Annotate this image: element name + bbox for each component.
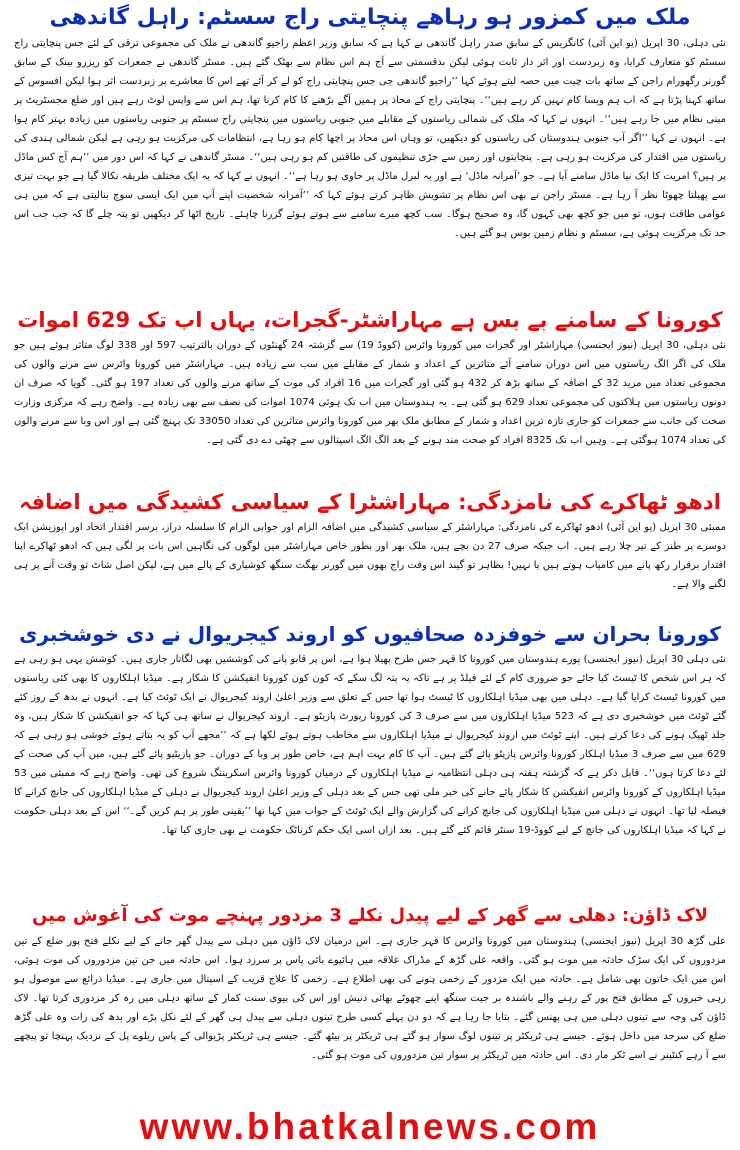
article-lockdown-laborers: [0, 902, 740, 1104]
article-panchayati-raj: [0, 4, 740, 304]
body-uddhav-thackeray: ممبئی 30 اپریل (یو این آئی) ادھو ٹھاکرے کی نامزدگی: مہاراشٹر کے سیاسی کشیدگی میں اضافہ الزام اور جوابی الزام کا سلسلہ دراز، برسر اقتدار اتحاد اور اپوزیشن ایک دوسرے پر طنز کے تیر چلا رہے ہیں۔ اب جبکہ صرف 27 دن بچے ہیں، ملک بھر اور بطور خاص مہاراشٹر میں لوگوں کی نگاہیں اس بات پر لگی ہیں کہ ادھو ٹھاکرے اپنا اقتدار برقرار رکھ پانے میں کامیاب ہوتے ہیں یا نہیں! بظاہر تو گیند اس وقت راج بھون میں گورنر بھگت سنگھ کوشیاری کے پالے میں ہے، لیکن اصل شاٹ تو وقت آنے پر ہی لگنے والا ہے۔: [14, 522, 727, 590]
article-kejriwal-journalists: [0, 620, 740, 896]
website-footer-link[interactable]: www.bhatkalnews.com: [139, 1106, 601, 1147]
headline-panchayati-raj: ملک میں کمزور ہو رہاھے پنچایتی راج سسٹم: راہل گاندھی: [49, 5, 691, 30]
headline-lockdown-laborers: لاک ڈاؤن: دھلی سے گھر کے لیے پیدل نکلے 3 مزدور پہنچے موت کی آغوش میں: [31, 905, 709, 926]
headline-kejriwal-journalists: کورونا بحران سے خوفزدہ صحافیوں کو اروند کیجریوال نے دی خوشخبری: [19, 622, 721, 646]
body-lockdown-laborers: علی گڑھ 30 اپریل (نیوز ایجنسی) ہندوستان میں کورونا وائرس کا قہر جاری ہے۔ اس درمیان لاک ڈاؤن میں دہلی سے پیدل گھر جانے کے لیے نکلے فتح پور ضلع کے تین مزدوروں کی ایک سڑک حادثہ میں موت ہو گئی۔ واقعہ علی گڑھ کے مڈراک علاقہ میں ہائیوے بائی پاس پر سرزد ہوا۔ اس حادثہ میں جن تین مزدوروں کی موت ہوئی، اس میں ایک خاتون بھی شامل ہے۔ حادثہ میں ایک مزدور کے زخمی ہونے کی بھی اطلاع ہے۔ زخمی کا علاج قریب کے اسپتال میں جاری ہے۔ میڈیا ذرائع سے موصول ہو رہی خبروں کے مطابق فتح پور کے رہنے والے باشندہ بر جیت سنگھ اپنے چھوٹے بھائی دنیش اور اس کی بیوی سنت کمار کے ساتھ دہلی میں رہ کر مزدوری کرتا تھا۔ لاک ڈاؤن کی وجہ سے تینوں دہلی میں ہی پھنس گئے۔ بتایا جا رہا ہے کہ دو دن پہلے کسی طرح تینوں دہلی سے پیدل ہی گھر کے لئے نکل پڑے اور بدھ کی رات وہ علی گڑھ ضلع کی سرحد میں داخل ہوئے۔ جیسے ہی ٹریکٹر پر تینوں لوگ سوار ہو گئے ہی ٹریکٹر پر بیٹھ گئے۔ جیسے ہی ٹریکٹر پڑیوالی کے پاس ریلوے پل کے نزدیک پہنچا تو پیچھے سے آ رہے کنٹینر نے اسے ٹکر مار دی۔ اس حادثہ میں ٹریکٹر پر سوار تین مزدوروں کی موت ہو گئی۔: [14, 936, 727, 1061]
headline-uddhav-thackeray: ادھو ٹھاکرے کی نامزدگی: مہاراشٹرا کے سیاسی کشیدگی میں اضافہ: [19, 490, 721, 514]
headline-corona-maharashtra-gujarat: کورونا کے سامنے بے بس ہے مہاراشٹر-گجرات، یہاں اب تک 629 اموات: [17, 308, 723, 332]
article-uddhav-thackeray: [0, 488, 740, 618]
body-panchayati-raj: نئی دہلی، 30 اپریل (یو این آئی) کانگریس کے سابق صدر راہل گاندھی نے کہا ہے کہ سابق وزیر اعظم راجیو گاندھی نے ملک کی مجموعی ترقی کے لئے جس پنچایتی راج سسٹم کو متعارف کرایا، وہ زبردست اور اثر دار ثابت ہوئی لیکن بدقسمتی سے آج ہم اس نظام سے بھٹک گئے ہیں۔ مسٹر گاندھی نے جمعرات کو ریزرو بینک کے سابق گورنر رگھورام راجن کے ساتھ بات چیت میں حصہ لیتے ہوئے کہا ’’راجیو گاندھی جی جس پنچایتی راج کو لے کر آئے تھے اس کا معاشرے پر زبردست اثر ہوا لیکن افسوس کے ساتھ کہنا پڑتا ہے کہ اب ہم ویسا کام نہیں کر رہے ہیں‘‘۔ پنچایتی راج کے محاذ پر ہمیں آگے بڑھنے کا کام کرنا تھا، ہم اس سے واپس لوٹ رہے ہیں اور ضلع مجسٹریٹ پر مبنی نظام میں جا رہے ہیں‘‘۔ انہوں نے کہا کہ ملک کی شمالی ریاستوں کے مقابلے میں جنوبی ریاستوں میں پنچایتی راج سسٹم پر جنوبی ریاستوں میں زیادہ بہتر کام ہوا ہے۔ انہوں نے کہا ’’اگر آپ جنوبی ہندوستان کی ریاستوں کو دیکھیں، تو وہاں اس محاذ پر اچھا کام ہو رہا ہے، انتظامات کی مرکزیت ہو رہی ہے لیکن شمالی ہندی کی ریاستوں میں اقتدار کی مرکزیت ہو رہی ہے۔ پنچایتوں اور زمین سے جڑی تنظیموں کی طاقتیں کم ہو رہی ہیں‘‘۔ مسٹر گاندھی نے کہا کہ اس دور میں ’’ہم آج کس ماڈل پر ہیں؟ امریت کا ایک نیا ماڈل سامنے آیا ہے۔ جو ’آمرانہ ماڈل‘ ہے اور یہ لبرل ماڈل پر حاوی ہو رہا ہے‘‘۔ انہوں نے کہا کہ یہ ایک مختلف طریقہ نکالا گیا ہے جو بہت تیزی سے پھیلتا چھوٹا نظر آ رہا ہے۔ مسٹر راجن نے بھی اس نظام پر تشویش ظاہر کرتے ہوئے کہا کہ ’’آمرانہ شخصیت اپنے آپ میں ایک ایسی سوچ بنالیتی ہے کہ میں ہی عوامی طاقت ہوں، تو میں جو کچھ بھی کہوں گا، وہ صحیح ہوگا۔ سب کچھ میرے سامنے سے ہوتے ہوئے گزرنا چاہئے۔ تاریخ اٹھا کر دیکھیں تو پتہ چلے گا کہ جب جب اس حد تک مرکزیت ہوئی ہے، سسٹم و نظام زمین بوس ہو گئے ہیں۔: [14, 38, 726, 239]
body-corona-maharashtra-gujarat: نئی دہلی، 30 اپریل (نیوز ایجنسی) مہاراشٹر اور گجرات میں کورونا وائرس (کووڈ 19) سے گزشتہ 24 گھنٹوں کے دوران بالترتیب 597 اور 338 لوگ متاثر ہوئے ہیں جو ملک کی اگر الگ ریاستوں میں اس دوران سامنے آئے متاثرین کے اعداد و شمار کے مقابلے میں سب سے زیادہ ہیں۔ مہاراشٹر میں کورونا وائرس سے مرنے والوں کی مجموعی تعداد میں مزید 32 کے اضافہ کے ساتھ بڑھ کر 432 ہو گئی اور گجرات میں 16 افراد کی موت کے ساتھ مرنے والوں کی تعداد 197 ہو گئی۔ گویا کہ صرف ان دونوں ریاستوں میں ہلاکتوں کی مجموعی تعداد 629 ہو گئی ہے۔ یہ ہندوستان میں اب تک ہوئی 1074 اموات کی نصف سے بھی زیادہ ہے۔ واضح رہے کہ مرکزی وزارت صحت کی جانب سے جمعرات کو جاری تازہ ترین اعداد و شمار کے مطابق ملک بھر میں کورونا وائرس متاثرین کی تعداد 33050 تک پہنچ گئی ہے اور اس وبا سے مرنے والوں کی تعداد 1074 ہوگئی ہے۔ وہیں اب تک 8325 افراد کو صحت مند ہونے کے بعد الگ الگ اسپتالوں سے چھٹی دے دی گئی ہے۔: [14, 340, 726, 446]
article-corona-maharashtra-gujarat: [0, 306, 740, 484]
body-kejriwal-journalists: نئی دہلی 30 اپریل (نیوز ایجنسی) پورے ہندوستان میں کورونا کا قہر جس طرح پھیلا ہوا ہے، اس پر قابو پانے کی کوششیں بھی لگاتار جاری ہیں۔ کوشش یہی ہو رہی ہے کہ ہر اس شخص کا ٹیسٹ کیا جائے جو ضروری کام کے لئے فیلڈ پر ہے تاکہ یہ پتہ لگ سکے کہ کون کون کورونا انفیکشن کا شکار ہے۔ میڈیا اہلکاروں کا بھی کئی ریاستوں میں کورونا ٹیسٹ کرایا گیا ہے۔ دہلی میں بھی میڈیا اہلکاروں کا ٹیسٹ ہوا تھا جس کے تعلق سے وزیر اعلیٰ اروند کیجریوال نے ایک ٹوئٹ کیا ہے۔ انہوں نے بدھ کے روز کئے گئے ٹوئٹ میں خوشخبری دی ہے کہ 523 میڈیا اہلکاروں میں سے صرف 3 کی کورونا رپورٹ پازیٹو ہے۔ اروند کیجریوال نے ساتھ ہی کہا کہ جو انفیکشن کا شکار ہیں، وہ جلد ٹھیک ہونے کی دعا کرتے ہیں۔ اپنے ٹوئٹ میں اروند کیجریوال نے میڈیا اہلکاروں سے مخاطب ہوتے ہوئے لکھا ہے کہ ’’مجھے آپ کو یہ بتاتے ہوئے خوشی ہو رہی ہے کہ 629 میں سے صرف 3 میڈیا اہلکار کورونا وائرس پازیٹو پائے گئے ہیں۔ آپ کا کام بہت اہم ہے، خاص طور پر وبا کے دوران۔ جو پازیٹیو پائے گئے ہیں، میں آپ کی صحت کے لئے دعا کرتا ہوں‘‘۔ قابل ذکر ہے کہ گزشتہ ہفتہ ہی دہلی انتظامیہ نے میڈیا اہلکاروں کے درمیان کورونا وائرس اسکریننگ شروع کی تھی۔ واضح رہے کہ ممبئی میں 53 میڈیا اہلکاروں کے کورونا وائرس انفیکشن کا شکار پائے جانے کی خبر ملی تھی جس کے بعد دہلی کے وزیر اعلیٰ اروند کیجریوال نے دہلی کے میڈیا اہلکاروں کی جانچ کرانے کا فیصلہ لیا تھا۔ انہوں نے دہلی میں میڈیا اہلکاروں کی جانچ کرانے کی گزارش والے ایک ٹوئٹ کے جواب میں کہا تھا ’’یقینی طور پر ہم کریں گے۔‘‘ اس کے بعد دہلی حکومت نے کہا کہ میڈیا اہلکاروں کی جانچ کے لیے کووڈ-19 سنٹر قائم کئے گئے ہیں۔ بعد ازاں اسی ایک حکم کرناٹک حکومت نے بھی جاری کیا تھا۔: [14, 654, 727, 836]
